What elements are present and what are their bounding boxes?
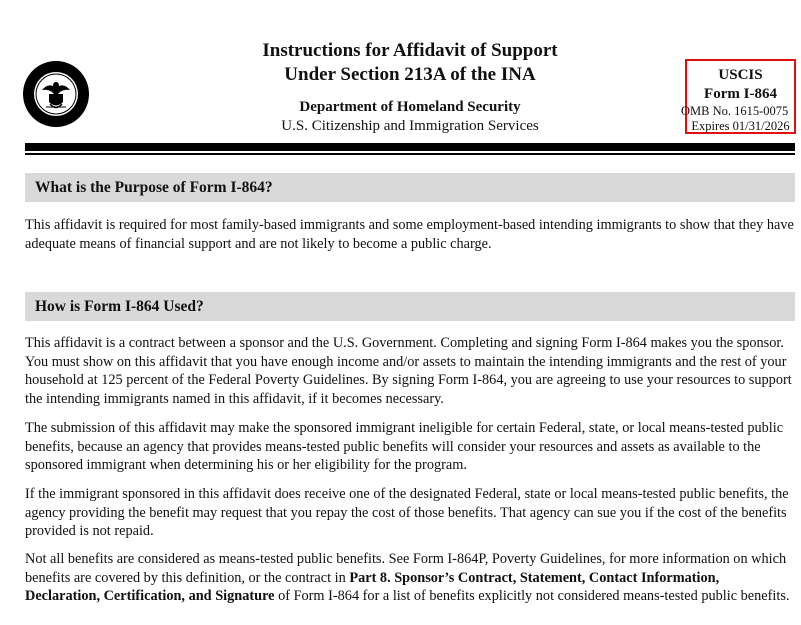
paragraph-bold-reference: Part 8. Sponsor’s Contract, Statement, Contact Information, Declaration, Certification, and Signature <box>25 569 720 604</box>
form-id-box <box>681 59 796 134</box>
paragraph: This affidavit is required for most family-based immigrants and some employment-based intending immigrants to show that they have adequate means of financial support and are not likely to become a public charge. <box>25 217 794 252</box>
section-heading-usage <box>25 292 795 321</box>
section-heading-text: How is Form I-864 Used? <box>35 298 204 315</box>
form-name: Form I-864 <box>704 86 777 102</box>
paragraph-text: of Form I-864 for a list of benefits explicitly not considered means-tested public benefits. <box>274 588 790 604</box>
document-title-line1: Instructions for Affidavit of Support <box>262 40 558 61</box>
section-heading-text: What is the Purpose of Form I-864? <box>35 179 273 196</box>
paragraph: This affidavit is a contract between a sponsor and the U.S. Government. Completing and signing Form I-864 makes you the sponsor. You must show on this affidavit that you have enough income and/or assets to maintain the intending immigrants and the rest of your household at 125 percent of the Federal Poverty Guidelines. By signing Form I-864, you are agreeing to use your resources to support the intending immigrants named in this affidavit, if it becomes necessary. <box>25 335 792 407</box>
section-heading-purpose <box>25 173 795 202</box>
department-name: Department of Homeland Security <box>299 99 521 115</box>
agency-name: U.S. Citizenship and Immigration Services <box>281 118 539 134</box>
document-title-line2: Under Section 213A of the INA <box>284 64 536 85</box>
dhs-seal-logo <box>22 60 90 128</box>
paragraph <box>25 550 797 606</box>
header-rule-thin <box>25 153 795 155</box>
header-rule-thick <box>25 143 795 151</box>
expiration-date: Expires 01/31/2026 <box>691 119 790 133</box>
paragraph: The submission of this affidavit may make the sponsored immigrant ineligible for certain Federal, state, or local means-tested public benefits, because an agency that provides means-tested public benefits will consider your resources and assets as available to the sponsored immigrant when determining his or her eligibility for the program. <box>25 420 784 473</box>
omb-number: OMB No. 1615-0075 <box>681 104 789 118</box>
paragraph: If the immigrant sponsored in this affidavit does receive one of the designated Federal, state or local means-tested public benefits, the agency providing the benefit may request that you repay the cost of those benefits. That agency can sue you if the cost of the benefits provided is not repaid. <box>25 486 789 539</box>
paragraph-text: Not all benefits are considered as means-tested public benefits. See Form I-864P, Poverty Guidelines, for more information on which benefits are covered by this definition, or the contract in <box>25 551 787 586</box>
agency-abbr: USCIS <box>718 67 763 83</box>
